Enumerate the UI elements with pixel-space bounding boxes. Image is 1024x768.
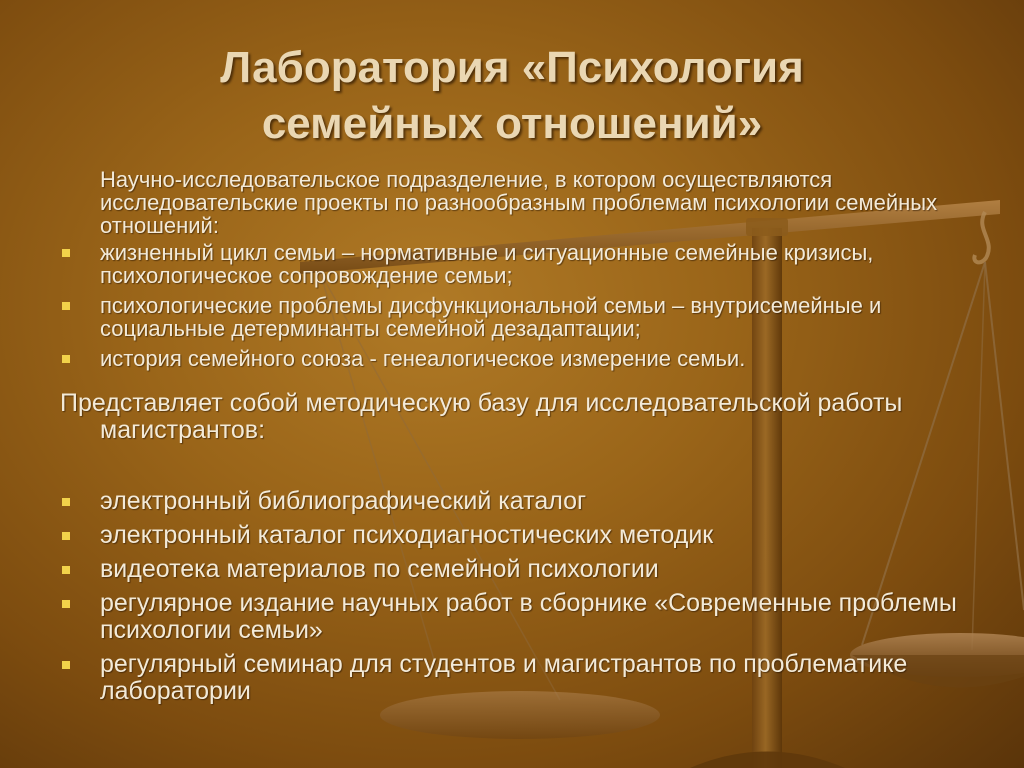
list-item-text: история семейного союза - генеалогическое измерение семьи.	[100, 346, 746, 371]
research-list	[60, 241, 990, 370]
slide-content	[60, 168, 990, 712]
list-item-text: регулярное издание научных работ в сборнике «Современные проблемы психологии семьи»	[100, 589, 957, 644]
square-bullet-icon	[62, 249, 70, 257]
list-item-text: электронный каталог психодиагностических методик	[100, 521, 714, 549]
list-item	[60, 590, 990, 644]
title-line-2: семейных отношений»	[261, 99, 763, 148]
list-item	[60, 651, 990, 705]
square-bullet-icon	[62, 566, 70, 574]
list-item-text: видеотека материалов по семейной психологии	[100, 555, 659, 583]
square-bullet-icon	[62, 532, 70, 540]
list-item-text: психологические проблемы дисфункциональной семьи – внутрисемейные и социальные детерминанты семейной дезадаптации;	[100, 293, 882, 341]
square-bullet-icon	[62, 302, 70, 310]
methodical-base-list	[60, 488, 990, 705]
lead-text: Представляет собой методическую базу для исследовательской работы магистрантов:	[60, 389, 903, 444]
list-item	[60, 294, 990, 340]
list-item	[60, 241, 990, 287]
square-bullet-icon	[62, 661, 70, 669]
square-bullet-icon	[62, 498, 70, 506]
list-item-text: жизненный цикл семьи – нормативные и ситуационные семейные кризисы, психологическое сопровождение семьи;	[100, 240, 874, 288]
list-item	[60, 522, 990, 549]
square-bullet-icon	[62, 600, 70, 608]
page-title	[0, 40, 1024, 152]
square-bullet-icon	[62, 355, 70, 363]
list-item	[60, 556, 990, 583]
list-item-text: регулярный семинар для студентов и магистрантов по проблематике лаборатории	[100, 650, 908, 705]
title-line-1: Лаборатория «Психология	[220, 43, 804, 92]
list-item-text: электронный библиографический каталог	[100, 487, 587, 515]
list-item	[60, 488, 990, 515]
list-item	[60, 347, 990, 370]
intro-text: Научно-исследовательское подразделение, в котором осуществляются исследовательские проекты по разнообразным проблемам психологии семейных отношений:	[100, 167, 938, 238]
